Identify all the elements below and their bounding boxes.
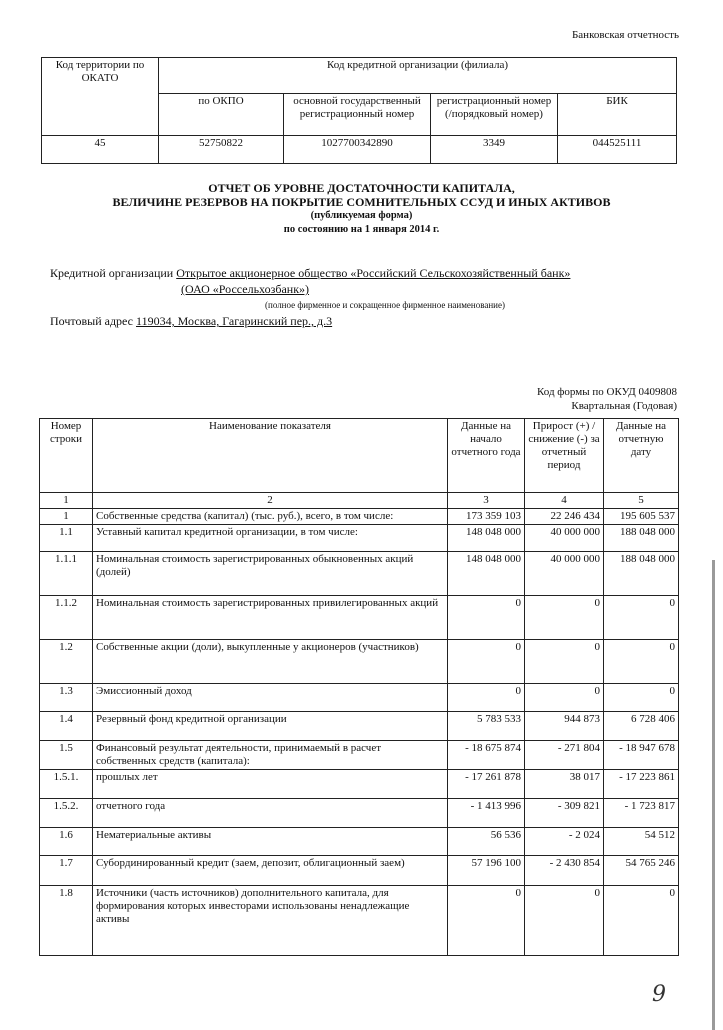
row-name: Финансовый результат деятельности, принимаемый в расчет собственных средств (капитала): [93, 741, 448, 770]
col-header-name: Наименование показателя [93, 419, 448, 493]
row-num: 1.2 [40, 640, 93, 684]
table-row [40, 799, 679, 828]
bik-header: БИК [558, 94, 677, 136]
row-num: 1.1 [40, 525, 93, 552]
report-type-label: Банковская отчетность [571, 29, 679, 41]
row-num: 1.5 [40, 741, 93, 770]
okato-header: Код территории по ОКАТО [42, 58, 159, 136]
row-end: 188 048 000 [604, 552, 679, 596]
row-name: Резервный фонд кредитной организации [93, 712, 448, 741]
col-number: 2 [93, 493, 448, 509]
row-start: 56 536 [448, 828, 525, 856]
table-row [40, 552, 679, 596]
row-name: Номинальная стоимость зарегистрированных обыкновенных акций (долей) [93, 552, 448, 596]
row-start: - 17 261 878 [448, 770, 525, 799]
row-change: - 271 804 [525, 741, 604, 770]
row-num: 1.6 [40, 828, 93, 856]
row-change: - 2 430 854 [525, 856, 604, 886]
okato-value: 45 [42, 136, 159, 164]
title-form-type: (публикуемая форма) [310, 210, 413, 221]
row-name: Номинальная стоимость зарегистрированных привилегированных акций [93, 596, 448, 640]
org-code-header: Код кредитной организации (филиала) [159, 58, 677, 94]
row-num: 1 [40, 509, 93, 525]
table-row [40, 509, 679, 525]
row-start: 57 196 100 [448, 856, 525, 886]
row-start: 148 048 000 [448, 525, 525, 552]
row-end: 195 605 537 [604, 509, 679, 525]
address-value: 119034, Москва, Гагаринский пер., д.3 [136, 314, 333, 328]
row-change: - 2 024 [525, 828, 604, 856]
row-start: 148 048 000 [448, 552, 525, 596]
okpo-value: 52750822 [159, 136, 284, 164]
org-short-name: (ОАО «Россельхозбанк») [181, 282, 310, 296]
org-label: Кредитной организации [50, 266, 174, 280]
table-row [40, 640, 679, 684]
row-num: 1.8 [40, 886, 93, 956]
row-start: 0 [448, 640, 525, 684]
row-name: Источники (часть источников) дополнительного капитала, для формирования которых инвесторами использованы ненадлежащие активы [93, 886, 448, 956]
row-end: 0 [604, 886, 679, 956]
row-name: Субординированный кредит (заем, депозит, облигационный заем) [93, 856, 448, 886]
row-change: 0 [525, 684, 604, 712]
capital-table [39, 418, 679, 956]
row-change: 40 000 000 [525, 552, 604, 596]
row-start: - 18 675 874 [448, 741, 525, 770]
bik-value: 044525111 [558, 136, 677, 164]
table-row [40, 525, 679, 552]
col-header-end: Данные на отчетную дату [604, 419, 679, 493]
row-num: 1.3 [40, 684, 93, 712]
row-change: 944 873 [525, 712, 604, 741]
table-row [40, 596, 679, 640]
row-num: 1.4 [40, 712, 93, 741]
row-end: 188 048 000 [604, 525, 679, 552]
org-name-note: (полное фирменное и сокращенное фирменное наименование) [265, 300, 505, 310]
row-change: 22 246 434 [525, 509, 604, 525]
row-name: прошлых лет [93, 770, 448, 799]
ogrn-value: 1027700342890 [284, 136, 431, 164]
page-number: 9 [652, 982, 666, 1007]
row-name: Уставный капитал кредитной организации, в том числе: [93, 525, 448, 552]
col-header-start: Данные на начало отчетного года [448, 419, 525, 493]
row-end: 0 [604, 596, 679, 640]
row-change: - 309 821 [525, 799, 604, 828]
table-row [40, 886, 679, 956]
regnum-header: регистрационный номер (/порядковый номер) [431, 94, 558, 136]
row-change: 40 000 000 [525, 525, 604, 552]
okud-code: Код формы по ОКУД 0409808 [536, 386, 677, 398]
report-title [0, 181, 723, 237]
row-change: 0 [525, 886, 604, 956]
row-num: 1.1.1 [40, 552, 93, 596]
col-number: 5 [604, 493, 679, 509]
row-name: Собственные акции (доли), выкупленные у акционеров (участников) [93, 640, 448, 684]
table-row [40, 684, 679, 712]
address-label: Почтовый адрес [50, 314, 134, 328]
row-num: 1.5.1. [40, 770, 93, 799]
row-end: 6 728 406 [604, 712, 679, 741]
col-header-num: Номер строки [40, 419, 93, 493]
row-start: 5 783 533 [448, 712, 525, 741]
row-num: 1.7 [40, 856, 93, 886]
regnum-value: 3349 [431, 136, 558, 164]
title-line-2: ВЕЛИЧИНЕ РЕЗЕРВОВ НА ПОКРЫТИЕ СОМНИТЕЛЬНЫХ ССУД И ИНЫХ АКТИВОВ [112, 195, 611, 209]
row-name: Нематериальные активы [93, 828, 448, 856]
report-period: Квартальная (Годовая) [571, 400, 677, 412]
org-full-name: Открытое акционерное общество «Российский Сельскохозяйственный банк» [176, 266, 571, 280]
title-date: по состоянию на 1 января 2014 г. [283, 224, 440, 235]
row-end: - 17 223 861 [604, 770, 679, 799]
row-name: отчетного года [93, 799, 448, 828]
row-end: 54 512 [604, 828, 679, 856]
row-end: 54 765 246 [604, 856, 679, 886]
col-number: 4 [525, 493, 604, 509]
organization-block [50, 265, 570, 329]
form-info [537, 385, 677, 413]
row-start: - 1 413 996 [448, 799, 525, 828]
row-end: - 1 723 817 [604, 799, 679, 828]
row-end: 0 [604, 640, 679, 684]
row-start: 173 359 103 [448, 509, 525, 525]
row-name: Собственные средства (капитал) (тыс. руб.), всего, в том числе: [93, 509, 448, 525]
okpo-header: по ОКПО [159, 94, 284, 136]
row-end: 0 [604, 684, 679, 712]
ogrn-header: основной государственный регистрационный номер [284, 94, 431, 136]
col-number: 3 [448, 493, 525, 509]
col-number: 1 [40, 493, 93, 509]
row-start: 0 [448, 886, 525, 956]
row-name: Эмиссионный доход [93, 684, 448, 712]
row-change: 0 [525, 640, 604, 684]
row-end: - 18 947 678 [604, 741, 679, 770]
row-num: 1.1.2 [40, 596, 93, 640]
table-row [40, 770, 679, 799]
table-row [40, 828, 679, 856]
table-row [40, 856, 679, 886]
row-start: 0 [448, 684, 525, 712]
table-row [40, 741, 679, 770]
row-change: 0 [525, 596, 604, 640]
title-line-1: ОТЧЕТ ОБ УРОВНЕ ДОСТАТОЧНОСТИ КАПИТАЛА, [208, 181, 515, 195]
table-row [40, 712, 679, 741]
scan-edge [712, 560, 715, 1030]
codes-table [41, 57, 677, 164]
col-header-change: Прирост (+) / снижение (-) за отчетный период [525, 419, 604, 493]
row-num: 1.5.2. [40, 799, 93, 828]
row-change: 38 017 [525, 770, 604, 799]
row-start: 0 [448, 596, 525, 640]
